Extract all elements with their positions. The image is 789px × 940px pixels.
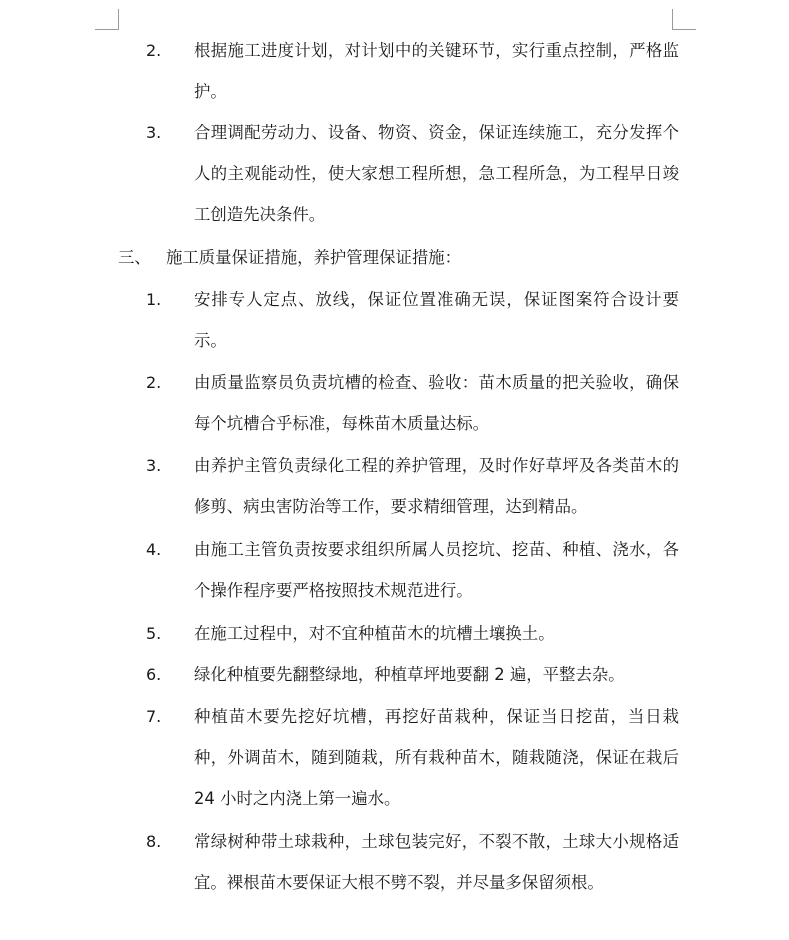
- item-number: 5.: [146, 624, 162, 643]
- item-number: 4.: [146, 540, 162, 559]
- item-number: 3.: [146, 123, 162, 142]
- item-text: 由质量监察员负责坑槽的检查、验收：苗木质量的把关验收，确保每个坑槽合乎标准，每株苗木质量达标。: [194, 373, 679, 433]
- item-number: 1.: [146, 290, 162, 309]
- item-text: 安排专人定点、放线，保证位置准确无误，保证图案符合设计要示。: [194, 290, 679, 350]
- section-number: 三、: [118, 248, 151, 267]
- section-title: 施工质量保证措施，养护管理保证措施：: [166, 248, 462, 267]
- item-text: 根据施工进度计划，对计划中的关键环节，实行重点控制，严格监护。: [194, 41, 679, 101]
- item-number: 2.: [146, 373, 162, 392]
- item-number: 6.: [146, 665, 162, 684]
- item-number: 8.: [146, 832, 162, 851]
- page-corner-mark-left: [95, 9, 119, 30]
- item-text: 常绿树种带土球栽种，土球包装完好，不裂不散，土球大小规格适宜。裸根苗木要保证大根不劈不裂，并尽量多保留须根。: [194, 832, 679, 892]
- item-number: 2.: [146, 41, 162, 60]
- item-number: 7.: [146, 707, 162, 726]
- item-text: 种植苗木要先挖好坑槽，再挖好苗栽种，保证当日挖苗，当日栽种，外调苗木，随到随栽，所有栽种苗木，随栽随浇，保证在栽后 24 小时之内浇上第一遍水。: [194, 707, 679, 808]
- item-text: 由养护主管负责绿化工程的养护管理，及时作好草坪及各类苗木的修剪、病虫害防治等工作，要求精细管理，达到精品。: [194, 456, 679, 516]
- item-number: 3.: [146, 456, 162, 475]
- item-text: 合理调配劳动力、设备、物资、资金，保证连续施工，充分发挥个人的主观能动性，使大家想工程所想，急工程所急，为工程早日竣工创造先决条件。: [194, 123, 679, 224]
- item-text: 绿化种植要先翻整绿地，种植草坪地要翻 2 遍，平整去杂。: [194, 665, 625, 684]
- item-text: 在施工过程中，对不宜种植苗木的坑槽土壤换土。: [194, 624, 555, 643]
- page-corner-mark-right: [672, 9, 696, 30]
- item-text: 由施工主管负责按要求组织所属人员挖坑、挖苗、种植、浇水，各个操作程序要严格按照技术规范进行。: [194, 540, 679, 600]
